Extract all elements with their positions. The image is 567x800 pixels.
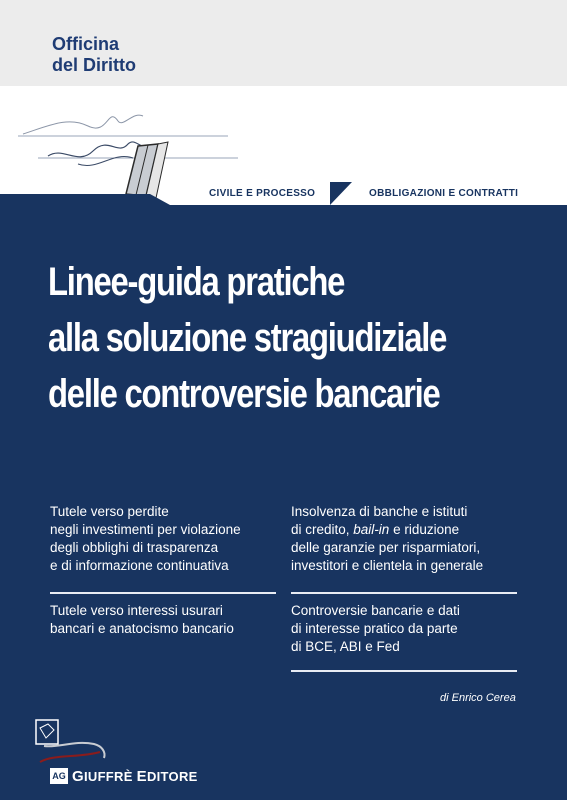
category-tab-civile: CIVILE E PROCESSO [209,188,316,199]
title-line-3: delle controversie bancarie [48,372,440,416]
series-name [52,34,136,76]
topic-line: Tutele verso interessi usurari [50,603,223,618]
topic-line: di BCE, ABI e Fed [291,639,400,654]
publisher-ag-mark: AG [50,768,68,784]
topic-line: delle garanzie per risparmiatori, [291,540,481,555]
title-line-1: Linee-guida pratiche [48,260,345,304]
topic-left-bottom [50,602,234,638]
series-line-2: del Diritto [52,55,136,75]
series-line-1: Officina [52,34,120,54]
author-name: di Enrico Cerea [440,692,516,704]
topic-line: Insolvenza di banche e istituti [291,504,468,519]
book-title [48,254,446,422]
publisher-initial: E [136,768,147,785]
topic-line: di interesse pratico da parte [291,621,458,636]
category-tab-obbligazioni: OBBLIGAZIONI E CONTRATTI [369,188,519,199]
publisher-name [72,768,198,785]
topic-text: e riduzione [389,522,460,537]
topic-text: di credito, [291,522,354,537]
topic-line: e di informazione continuativa [50,558,229,573]
publisher-text: IUFFRÈ [83,769,137,784]
topic-line: bancari e anatocismo bancario [50,621,234,636]
topic-line: Controversie bancarie e dati [291,603,460,618]
topic-line: degli obblighi di trasparenza [50,540,219,555]
divider-rule [291,592,517,594]
divider-rule [291,670,517,672]
topic-right-top [291,503,483,575]
topic-right-bottom [291,602,460,656]
publisher-text: DITORE [146,769,198,784]
topic-line: Tutele verso perdite [50,504,169,519]
title-line-2: alla soluzione stragiudiziale [48,316,447,360]
publisher-initial: G [72,768,84,785]
topic-text-italic: bail-in [353,522,390,537]
divider-rule [50,592,276,594]
topic-line: negli investimenti per violazione [50,522,241,537]
topic-line [291,521,483,539]
topic-left-top [50,503,241,575]
topic-line: investitori e clientela in generale [291,558,484,573]
